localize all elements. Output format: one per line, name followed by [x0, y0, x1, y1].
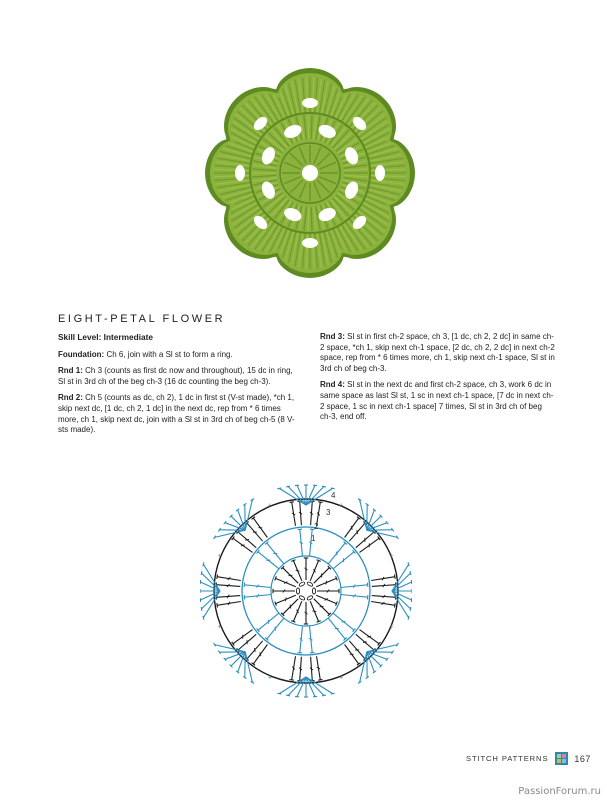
page-footer	[466, 752, 591, 765]
flower-photo	[200, 62, 420, 284]
foundation-instruction	[58, 350, 301, 361]
skill-level	[58, 332, 301, 343]
round-label: Rnd 2:	[58, 393, 83, 403]
page-number: 167	[574, 753, 591, 764]
round-text: Ch 5 (counts as dc, ch 2), 1 dc in first st (V-st made), *ch 1, skip next dc, [1 dc, ch 2, 1 dc] in the next dc, rep from * 6 times more, ch 1, skip next dc, join with a Sl st in 3rd ch of beg ch-5 (8 V-sts made).	[58, 393, 295, 435]
round-1-instruction	[58, 366, 301, 387]
round-4-instruction	[320, 380, 555, 422]
round-2-instruction	[58, 393, 301, 435]
svg-text:+: +	[339, 674, 344, 682]
round-number-1: 1	[311, 534, 316, 543]
round-number-2: 2	[314, 522, 319, 531]
round-text: Sl st in first ch-2 space, ch 3, [1 dc, ch 2, 2 dc] in same ch-2 space, *ch 1, skip next ch-1 space, [2 dc, ch 2, 2 dc] in next ch-2 space, rep from * 6 times more, ch 1, skip next ch-1 space, Sl st in 3rd ch of beg ch-3.	[320, 332, 555, 373]
round-label: Rnd 4:	[320, 380, 345, 390]
round-number-4: 4	[331, 491, 336, 500]
svg-text:+: +	[217, 624, 222, 632]
svg-text:+: +	[217, 552, 222, 560]
round-label: Rnd 3:	[320, 332, 345, 341]
svg-text:+: +	[339, 502, 344, 510]
section-name: STITCH PATTERNS	[466, 754, 549, 763]
round-label: Rnd 1:	[58, 366, 83, 376]
skill-value: Intermediate	[103, 332, 154, 342]
crochet-diagram	[200, 480, 412, 702]
watermark: PassionForum.ru	[518, 786, 601, 797]
round-text: Sl st in the next dc and first ch-2 space, ch 3, work 6 dc in same space as last Sl st, 1 sc in next ch-1 space, [7 dc in next ch-2 space, 1 sc in next ch-1 space] 7 times, Sl st in 3rd ch of beg ch-3, end off.	[320, 380, 554, 422]
instructions-right-column	[320, 332, 555, 429]
foundation-label: Foundation:	[58, 349, 105, 359]
pattern-title: EIGHT-PETAL FLOWER	[58, 313, 226, 325]
svg-text:+: +	[267, 674, 272, 682]
instructions-left-column	[58, 332, 301, 442]
skill-label: Skill Level:	[58, 332, 102, 342]
svg-text:+: +	[389, 624, 394, 632]
round-text: Ch 3 (counts as first dc now and throughout), 15 dc in ring, Sl st in 3rd ch of the beg ch-3 (16 dc counting the beg ch-3).	[58, 366, 293, 386]
round-3-instruction	[320, 332, 555, 374]
svg-text:+: +	[267, 502, 272, 510]
svg-text:+: +	[389, 552, 394, 560]
round-number-3: 3	[326, 508, 331, 517]
foundation-text: Ch 6, join with a Sl st to form a ring.	[104, 349, 233, 359]
square-pattern-icon	[555, 752, 568, 765]
